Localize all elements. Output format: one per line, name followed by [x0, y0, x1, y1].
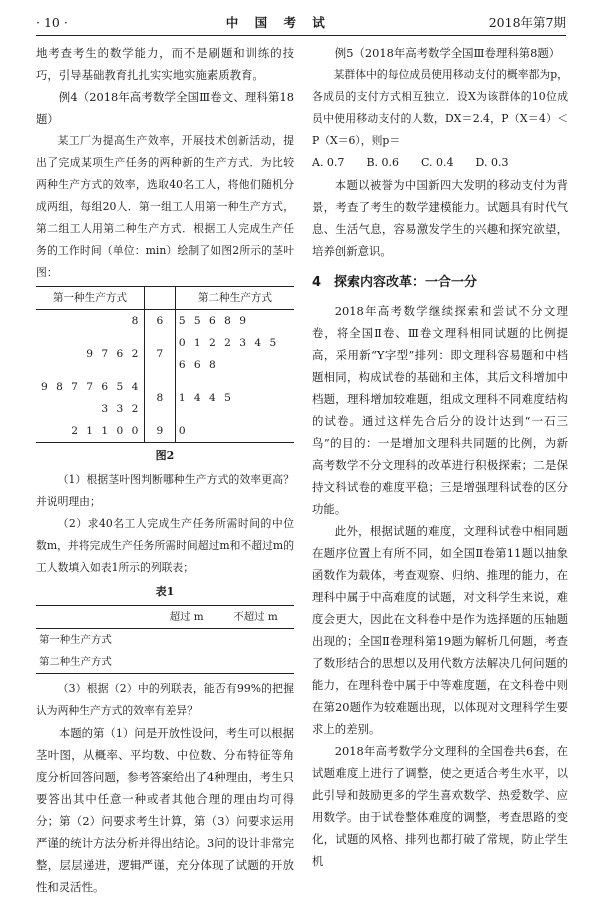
stem-row-right: 0 [175, 420, 294, 443]
stem-row-right: 5 5 6 8 9 [178, 315, 249, 327]
option-d: D. 0.3 [475, 156, 509, 169]
example-4-title: 例4（2018年高考数学全国Ⅲ卷文、理科第18题） [36, 90, 294, 126]
option-b: B. 0.6 [366, 156, 400, 169]
right-column [312, 42, 568, 872]
section-heading: 4 探索内容改革：一合一分 [312, 275, 478, 290]
stem-row-right: 1 4 4 5 [178, 392, 234, 404]
stem-row-left: 9 8 7 7 6 5 4 3 3 2 [40, 381, 141, 415]
row-header-second: 第二种生产方式 [36, 651, 156, 674]
stem-row-left: 9 7 6 2 [86, 348, 141, 360]
row-header-first: 第一种生产方式 [39, 634, 112, 646]
analysis-paragraph: 本题的第（1）问是开放性设问，考生可以根据茎叶图，从概率、平均数、中位数、分布特征等角度分析回答问题，参考答案给出了4种理由，考生只要答出其中任意一种或者其他合理的理由均可得分；第（2）问要求考生计算，第（3）问要求运用严谨的统计方法分析并得出结论。3问的设计非常完整，层层递进，逻辑严谨，充分体现了试题的开放性和灵活性。 [36, 726, 294, 894]
example-4-body: 某工厂为提高生产效率，开展技术创新活动，提出了完成某项生产任务的两种新的生产方式．为比较两种生产方式的效率，选取40名工人，将他们随机分成两组，每组20人．第一组工人用第一种生产方式，第二组工人用第二种生产方式．根据工人完成生产任务的工作时间（单位：min）绘制了如图2所示的茎叶图： [36, 134, 294, 279]
stem-right-header: 第二种生产方式 [175, 287, 294, 310]
issue-label: 2018年第7期 [488, 15, 566, 30]
example-5-title: 例5（2018年高考数学全国Ⅲ卷理科第8题） [334, 46, 561, 60]
section-paragraph-1: 2018年高考数学继续探索和尝试不分文理卷，将全国Ⅱ卷、Ⅲ卷文理科相同试题的比例提高，采用新“Y字型”排列：即文理科容易题和中档题相同，构成试卷的基础和主体，其后文科增加中档题，理科增加较难题，组成文理科不同难度结构的试卷。通过这样先合后分的设计达到“一石三鸟”的目的：一是增加文理科共同题的比例，为新高考数学不分文理科的改革进行积极探索；二是保持文科试卷的难度平稳；三是增强理科试卷的区分功能。 [312, 304, 568, 516]
journal-title: 中 国 考 试 [225, 15, 331, 30]
table-caption: 表1 [155, 585, 175, 598]
stem-value: 6 [144, 310, 175, 333]
option-c: C. 0.4 [421, 156, 454, 169]
col-header-over: 超过 m [156, 606, 217, 629]
option-a: A. 0.7 [312, 156, 345, 169]
left-column [36, 42, 294, 898]
question-2: （2）求40名工人完成生产任务所需时间的中位数m，并将完成生产任务所需时间超过m和不超过m的工人数填入如表1所示的列联表； [36, 517, 294, 574]
stem-row-left: 2 1 1 0 0 [36, 420, 144, 443]
stem-row-right: 0 1 2 2 3 4 5 6 6 8 [178, 337, 279, 371]
section-paragraph-2: 此外，根据试题的难度，文理科试卷中相同题在题序位置上有所不同，如全国Ⅱ卷第11题以抽象函数作为载体，考查观察、归纳、推理的能力，在理科中属于中高难度的试题，对文科学生来说，难度会更大，因此在文科卷中是作为选择题的压轴题出现的；全国Ⅱ卷理科第19题为解析几何题，考查了数形结合的思想以及用代数方法解决几何问题的能力，在理科卷中属于中等难度题，在文科卷中则在第20题作为较难题出现，以体现对文理科学生要求上的差别。 [312, 524, 568, 736]
stem-value: 9 [144, 420, 175, 443]
stem-value: 7 [144, 332, 175, 376]
page-number: · 10 · [36, 14, 68, 30]
paragraph-continued: 地考查考生的数学能力，而不是刷题和训练的技巧，引导基础教育扎扎实实地实施素质教育。 [36, 46, 294, 82]
stem-leaf-plot [36, 286, 294, 443]
figure-caption: 图2 [155, 449, 175, 462]
stem-row-left: 8 [131, 315, 141, 327]
example-5-analysis: 本题以被誉为中国新四大发明的移动支付为背景，考查了考生的数学建模能力。试题具有时代气息、生活气息，容易激发学生的兴趣和探究欲望，培养创新意识。 [312, 178, 568, 258]
page-header [36, 12, 566, 32]
answer-options [312, 152, 568, 174]
question-3: （3）根据（2）中的列联表，能否有99%的把握认为两种生产方式的效率有差异？ [36, 682, 294, 717]
section-paragraph-3: 2018年高考数学分文理科的全国卷共6套，在试题难度上进行了调整，使之更适合考生水平，以此引导和鼓励更多的学生喜欢数学、热爱数学、应用数学。由于试卷整体难度的调整，考查思路的变化，试题的风格、排列也都打破了常规，防止学生机 [312, 744, 568, 868]
stem-left-header: 第一种生产方式 [36, 287, 144, 310]
example-5-body: 某群体中的每位成员使用移动支付的概率都为p，各成员的支付方式相互独立．设X为该群体的10位成员中使用移动支付的人数，DX＝2.4，P（X＝4）＜P（X＝6），则p＝ [312, 68, 568, 147]
col-header-not-over: 不超过 m [217, 606, 294, 629]
question-1: （1）根据茎叶图判断哪种生产方式的效率更高？并说明理由； [36, 473, 294, 508]
header-rule [36, 35, 566, 36]
contingency-table [36, 605, 294, 674]
stem-value: 8 [144, 376, 175, 420]
